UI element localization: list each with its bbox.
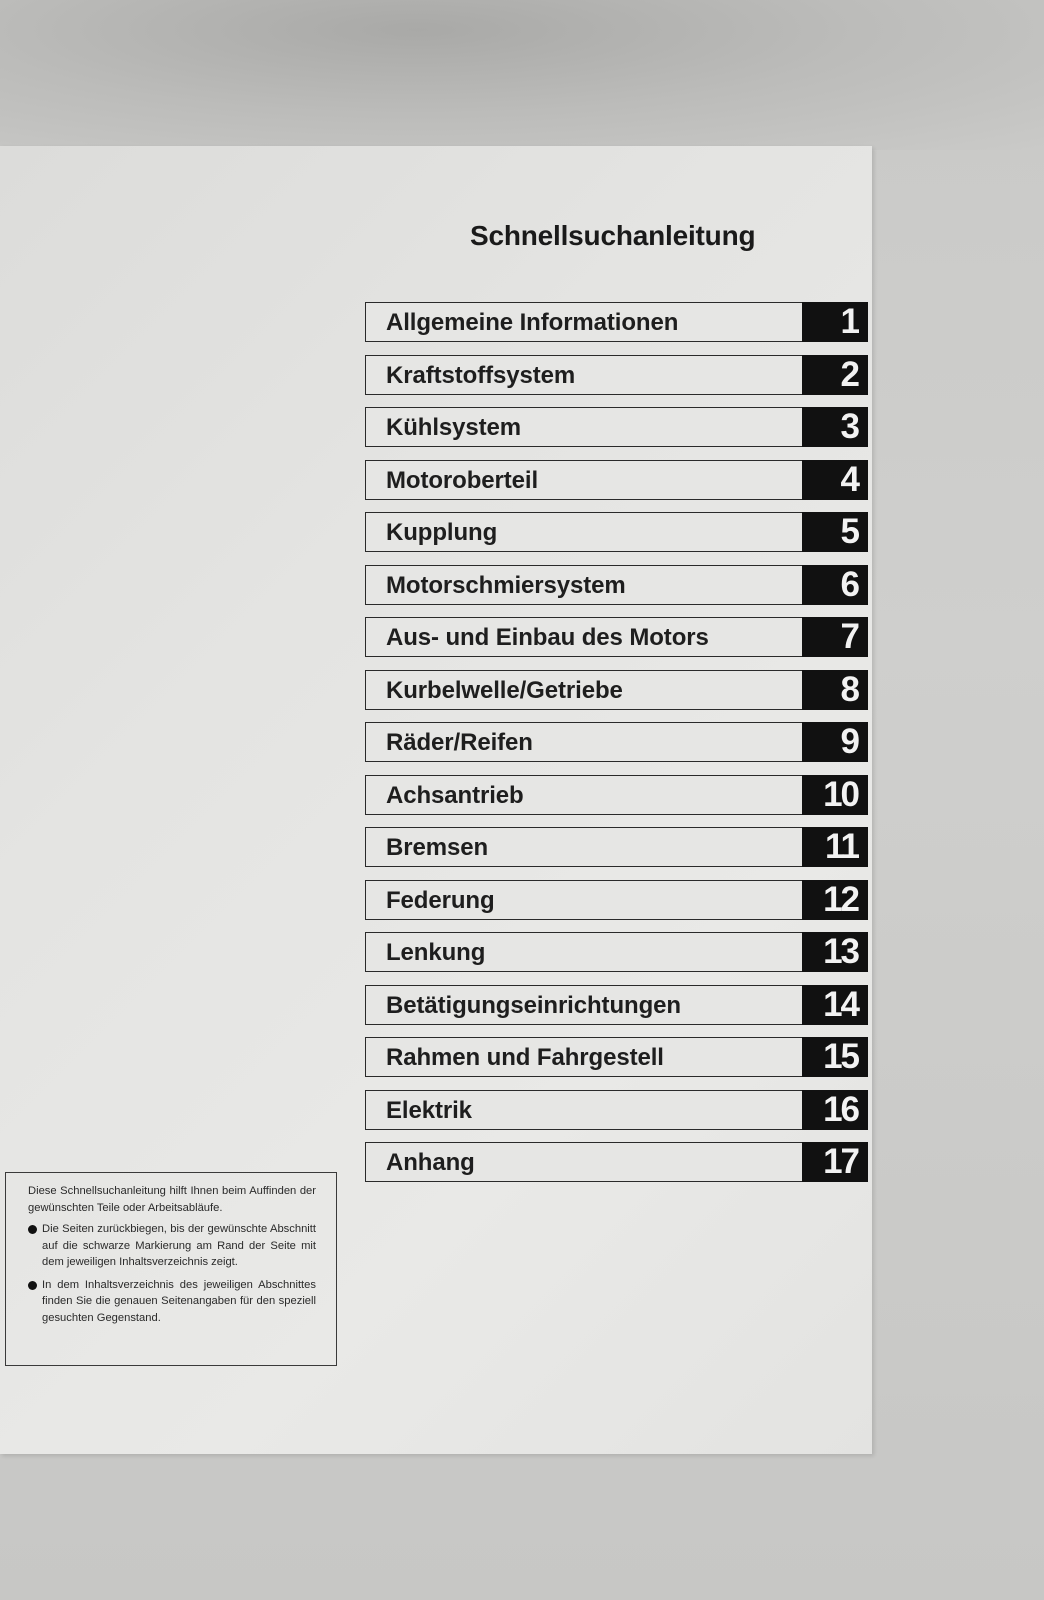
usage-note-bullet (28, 1277, 316, 1327)
section-number-tab: 14 (802, 985, 868, 1025)
usage-note-box (5, 1172, 337, 1366)
toc-entry (360, 512, 868, 552)
toc-entry-frame (365, 670, 803, 710)
toc-entry (360, 355, 868, 395)
toc-entry-label: Räder/Reifen (386, 729, 533, 756)
background-shadow (0, 0, 1044, 150)
toc-entry (360, 985, 868, 1025)
toc-entry (360, 827, 868, 867)
toc-entry (360, 722, 868, 762)
toc-entry-label: Allgemeine Informationen (386, 309, 679, 336)
toc-entry (360, 1037, 868, 1077)
toc-entry-label: Motorschmiersystem (386, 571, 626, 599)
toc-entry-frame (365, 565, 803, 605)
section-number-tab: 4 (802, 460, 868, 500)
section-number-tab: 15 (802, 1037, 868, 1077)
bullet-dot-icon (28, 1281, 37, 1290)
usage-note-bullet-text: In dem Inhaltsverzeichnis des jeweiligen Abschnittes finden Sie die genauen Seitenangaben für den speziell gesuchten Gegenstand. (42, 1278, 316, 1324)
section-number-tab: 10 (802, 775, 868, 815)
toc-entry (360, 617, 868, 657)
toc-entry-label: Anhang (386, 1149, 475, 1176)
section-number-tab: 1 (802, 302, 868, 342)
section-number-tab: 9 (802, 722, 868, 762)
toc-entry-frame (365, 1090, 803, 1130)
toc-entry-label: Kühlsystem (386, 414, 522, 441)
section-number-tab: 12 (802, 880, 868, 920)
section-number-tab: 17 (802, 1142, 868, 1182)
manual-page (0, 146, 872, 1454)
section-number-tab: 7 (802, 617, 868, 657)
section-number-tab: 6 (802, 565, 868, 605)
toc-entry-frame (365, 932, 803, 972)
toc-entry-label: Kurbelwelle/Getriebe (386, 676, 623, 704)
toc-entry-label: Elektrik (386, 1096, 472, 1124)
toc-entry-frame (365, 827, 803, 867)
bullet-dot-icon (28, 1225, 37, 1234)
toc-entry (360, 1090, 868, 1130)
toc-entry (360, 1142, 868, 1182)
toc-entry-label: Kupplung (386, 519, 498, 546)
toc-entry (360, 302, 868, 342)
toc-entry (360, 932, 868, 972)
toc-entry-frame (365, 355, 803, 395)
toc-entry-label: Lenkung (386, 939, 486, 966)
section-number-tab: 13 (802, 932, 868, 972)
toc-entry (360, 460, 868, 500)
toc-entry-frame (365, 722, 803, 762)
toc-entry-label: Aus- und Einbau des Motors (386, 624, 709, 651)
toc-entry-label: Bremsen (386, 834, 489, 861)
toc-entry-frame (365, 407, 803, 447)
toc-entry (360, 670, 868, 710)
quick-reference-index (360, 302, 868, 1195)
toc-entry-frame (365, 302, 803, 342)
toc-entry-frame (365, 985, 803, 1025)
section-number-tab: 5 (802, 512, 868, 552)
toc-entry (360, 565, 868, 605)
usage-note-bullet (28, 1221, 316, 1271)
toc-entry-frame (365, 617, 803, 657)
toc-entry-label: Rahmen und Fahrgestell (386, 1044, 664, 1071)
toc-entry-label: Motoroberteil (386, 466, 539, 494)
section-number-tab: 8 (802, 670, 868, 710)
toc-entry (360, 775, 868, 815)
toc-entry-frame (365, 1037, 803, 1077)
section-number-tab: 3 (802, 407, 868, 447)
toc-entry-label: Achsantrieb (386, 781, 524, 809)
toc-entry-label: Betätigungseinrichtungen (386, 991, 681, 1019)
usage-note-intro: Diese Schnellsuchanleitung hilft Ihnen beim Auffinden der gewünschten Teile oder Arbeitsabläufe. (28, 1185, 316, 1214)
section-number-tab: 2 (802, 355, 868, 395)
toc-entry-label: Kraftstoffsystem (386, 361, 576, 389)
page-title: Schnellsuchanleitung (470, 220, 756, 251)
toc-entry-label: Federung (386, 886, 495, 914)
toc-entry-frame (365, 1142, 803, 1182)
toc-entry-frame (365, 880, 803, 920)
usage-note-bullet-text: Die Seiten zurückbiegen, bis der gewünschte Abschnitt auf die schwarze Markierung am Rand der Seite mit dem jeweiligen Inhaltsverzeichnis zeigt. (42, 1223, 316, 1268)
toc-entry-frame (365, 512, 803, 552)
section-number-tab: 16 (802, 1090, 868, 1130)
toc-entry (360, 880, 868, 920)
section-number-tab: 11 (802, 827, 868, 867)
toc-entry-frame (365, 775, 803, 815)
toc-entry-frame (365, 460, 803, 500)
toc-entry (360, 407, 868, 447)
